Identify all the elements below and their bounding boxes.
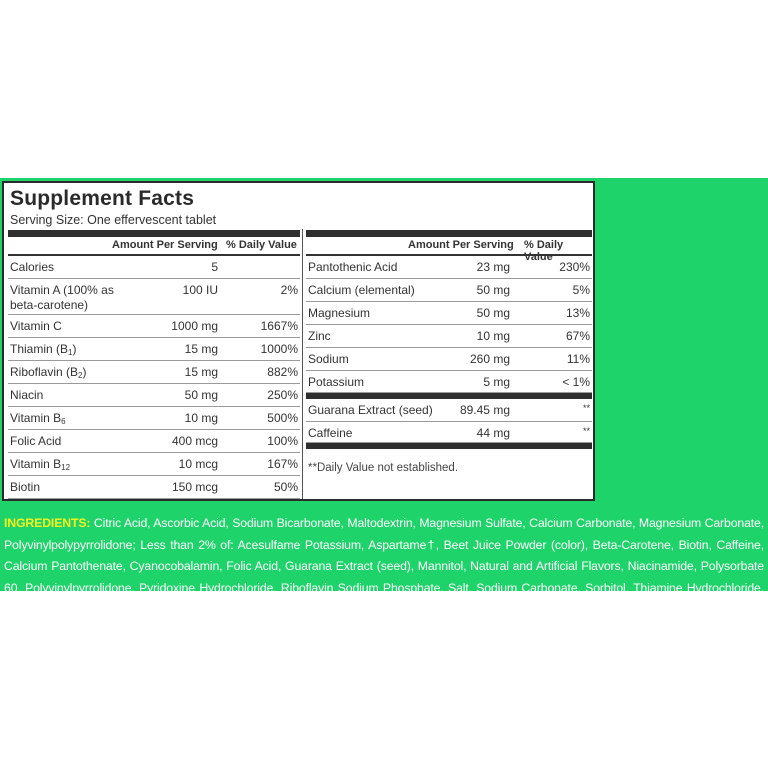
table-row [306,325,592,348]
daily-value-header: % Daily Value [524,239,564,263]
supplement-facts-panel [2,181,595,501]
nutrient-name: Folic Acid [10,434,62,448]
ingredients-label: INGREDIENTS: [4,516,91,530]
table-row [306,279,592,302]
table-row [306,302,592,325]
table-row [306,348,592,371]
nutrient-name: Vitamin A (100% as beta-carotene) [10,283,114,312]
amount-value: 50 mg [184,388,218,402]
amount-value: 5 mg [483,375,510,389]
daily-value: 500% [267,411,298,425]
table-row [8,361,300,384]
amount-value: 10 mg [476,329,510,343]
amount-header: Amount Per Serving [408,239,514,251]
left-header [8,237,300,254]
amount-value: 23 mg [476,260,510,274]
daily-value: 1000% [260,342,298,356]
right-bottom-bar [306,443,592,449]
nutrient-name: Guarana Extract (seed) [308,403,433,417]
amount-value: 50 mg [476,283,510,297]
nutrient-name: Thiamin $(B_1)$ [10,342,77,357]
nutrient-name: Vitamin C [10,319,62,333]
nutrient-name: Riboflavin $(B_2)$ [10,365,87,380]
nutrient-name: Pantothenic Acid [308,260,398,274]
table-row [306,256,592,279]
daily-value: 2% [280,283,298,297]
amount-value: 50 mg [476,306,510,320]
nutrient-name: Caffeine [308,426,353,440]
daily-value: 882% [267,365,298,379]
daily-value: 230% [559,260,590,274]
amount-header: Amount Per Serving [112,239,218,251]
column-divider [302,229,303,499]
daily-value: 67% [565,329,590,343]
left-top-bar [8,230,300,237]
table-row [8,384,300,407]
daily-value: ** [582,426,590,436]
table-row [8,279,300,315]
amount-value: 15 mg [184,365,218,379]
daily-value: < 1% [562,375,590,389]
footnote: **Daily Value not established. [308,462,459,474]
table-row [306,371,592,393]
panel-title: Supplement Facts [10,187,195,210]
daily-value-header: % Daily Value [226,239,297,251]
amount-value: 44 mg [476,426,510,440]
right-rows-2 [306,399,592,443]
daily-value: 167% [267,457,298,471]
table-row [8,430,300,453]
nutrient-name: Calcium (elemental) [308,283,415,297]
nutrient-name: Magnesium [308,306,371,320]
right-header [306,237,592,263]
nutrient-name: Vitamin $B_{12}$ [10,457,71,472]
ingredients-block [4,513,764,621]
serving-size: Serving Size: One effervescent tablet [10,213,217,227]
table-row [8,256,300,279]
daily-value: 11% [566,352,590,366]
nutrient-name: Vitamin $B_6$ [10,411,66,426]
daily-value: 250% [267,388,298,402]
amount-value: 1000 mg [171,319,218,333]
amount-value: 10 mg [184,411,218,425]
table-row [306,422,592,443]
nutrient-name: Potassium [308,375,365,389]
nutrient-name: Sodium [308,352,349,366]
amount-value: 150 mcg [171,480,218,494]
table-row [8,407,300,430]
right-column [306,237,592,449]
table-row [8,453,300,476]
nutrient-name: Biotin [10,480,41,494]
left-rows [8,256,300,499]
nutrient-name: Zinc [308,329,331,343]
daily-value: 100% [267,434,298,448]
daily-value: ** [582,403,590,413]
amount-value: 89.45 mg [459,403,510,417]
daily-value: 13% [565,306,590,320]
daily-value: 5% [572,283,590,297]
amount-value: 400 mcg [171,434,218,448]
table-row [8,315,300,338]
amount-value: 5 [211,260,218,274]
amount-value: 260 mg [469,352,510,366]
nutrient-name: Niacin [10,388,44,402]
table-row [306,399,592,422]
amount-value: 10 mcg [178,457,218,471]
right-rows [306,256,592,393]
left-column [8,237,300,499]
right-top-bar [306,230,592,237]
amount-value: 15 mg [184,342,218,356]
table-row [8,476,300,499]
daily-value: 1667% [260,319,298,333]
ingredients-text: Citric Acid, Ascorbic Acid, Sodium Bicarbonate, Maltodextrin, Magnesium Sulfate, Calcium Carbonate, Magnesium Carbonate, Polyvinylpolypyrrolidone; Less than 2% of: Acesulfame Potassium, Aspartame†, Beet Juice Powder (color), Beta-Carotene, Biotin, Caffeine, Calcium Pantothenate, Cyanocobalamin, Folic Acid, Guarana Extract (seed), Mannitol, Natural and Artificial Flavors, Niacinamide, Polysorbate 60, Polyvinylpyrrolidone, Pyridoxine Hydrochloride, Riboflavin Sodium Phosphate, Salt, Sodium Carbonate, Sorbitol, Thiamine Hydrochloride, Zinc Citrate. [4,516,764,616]
daily-value: 50% [273,480,298,494]
table-row [8,338,300,361]
nutrient-name: Calories [10,260,55,274]
amount-value: 100 IU [182,283,218,297]
